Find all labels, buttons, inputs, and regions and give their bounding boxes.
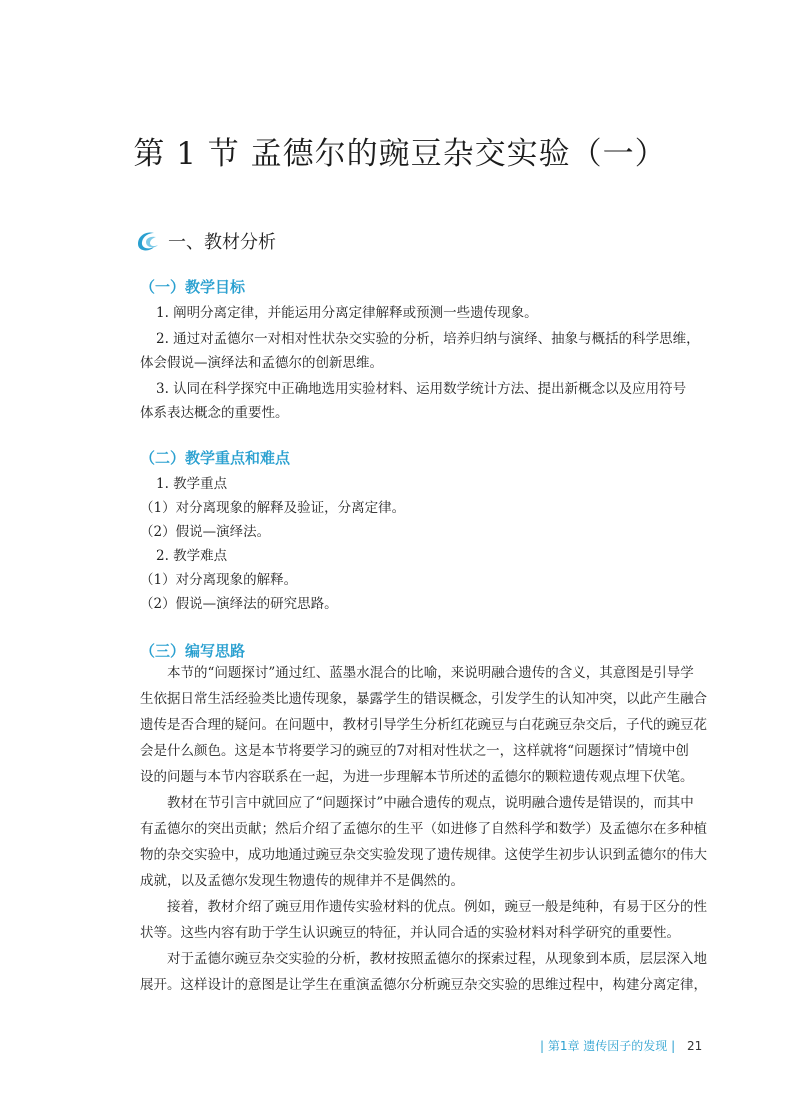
keypoints-item: （1）对分离现象的解释。 <box>140 572 298 588</box>
text-line: 设的问题与本节内容联系在一起，为进一步理解本节所述的孟德尔的颗粒遗传观点埋下伏笔。 <box>140 769 694 785</box>
text-line: 展开。这样设计的意图是让学生在重演孟德尔分析豌豆杂交实验的思维过程中，构建分离定律， <box>140 977 707 993</box>
text-line: 会是什么颜色。这是本节将要学习的豌豆的7对相对性状之一，这样就将“问题探讨”情境中创 <box>140 743 689 759</box>
keypoints-heading: （二）教学重点和难点 <box>140 449 291 467</box>
goals-item: 1. 阐明分离定律，并能运用分离定律解释或预测一些遗传现象。 <box>156 305 538 321</box>
keypoints-item: 1. 教学重点 <box>156 476 228 492</box>
keypoints-item: （2）假说—演绎法。 <box>140 524 271 540</box>
page-number: 21 <box>687 1039 703 1053</box>
text-line: 本节的“问题探讨”通过红、蓝墨水混合的比喻，来说明融合遗传的含义，其意图是引导学 <box>167 665 694 681</box>
text-line: 对于孟德尔豌豆杂交实验的分析，教材按照孟德尔的探索过程，从现象到本质，层层深入地 <box>167 951 707 967</box>
text-line: 物的杂交实验中，成功地通过豌豆杂交实验发现了遗传规律。这使学生初步认识到孟德尔的伟大 <box>140 847 707 863</box>
page-footer <box>540 1037 702 1054</box>
approach-paragraph <box>140 660 707 790</box>
text-line: 遗传是否合理的疑问。在问题中，教材引导学生分析红花豌豆与白花豌豆杂交后，子代的豌豆花 <box>140 717 707 733</box>
goals-heading: （一）教学目标 <box>140 278 246 296</box>
goals-item: 体会假说—演绎法和孟德尔的创新思维。 <box>140 355 383 371</box>
text-line: 成就，以及孟德尔发现生物遗传的规律并不是偶然的。 <box>140 873 464 889</box>
approach-paragraph <box>140 946 707 998</box>
approach-paragraph <box>140 894 707 946</box>
section-heading-label: 一、教材分析 <box>168 232 276 253</box>
page-title: 第 1 节 孟德尔的豌豆杂交实验（一） <box>133 136 667 172</box>
goals-item: 2. 通过对孟德尔一对相对性状杂交实验的分析，培养归纳与演绎、抽象与概括的科学思维， <box>156 331 700 347</box>
goals-item: 体系表达概念的重要性。 <box>140 405 289 421</box>
text-line: 教材在节引言中就回应了“问题探讨”中融合遗传的观点，说明融合遗传是错误的，而其中 <box>167 795 694 811</box>
footer-chapter: | 第1章 遗传因子的发现 | <box>540 1039 676 1053</box>
goals-item: 3. 认同在科学探究中正确地选用实验材料、运用数学统计方法、提出新概念以及应用符号 <box>156 381 687 397</box>
approach-heading: （三）编写思路 <box>140 642 246 660</box>
text-line: 状等。这些内容有助于学生认识豌豆的特征，并认同合适的实验材料对科学研究的重要性。 <box>140 925 680 941</box>
keypoints-item: 2. 教学难点 <box>156 548 228 564</box>
text-line: 接着，教材介绍了豌豆用作遗传实验材料的优点。例如，豌豆一般是纯种，有易于区分的性 <box>167 899 707 915</box>
text-line: 生依据日常生活经验类比遗传现象，暴露学生的错误概念，引发学生的认知冲突，以此产生融合 <box>140 691 707 707</box>
keypoints-item: （2）假说—演绎法的研究思路。 <box>140 596 338 612</box>
text-line: 有孟德尔的突出贡献；然后介绍了孟德尔的生平（如进修了自然科学和数学）及孟德尔在多种植 <box>140 821 707 837</box>
approach-paragraph <box>140 790 707 894</box>
swirl-icon <box>134 228 162 254</box>
keypoints-item: （1）对分离现象的解释及验证，分离定律。 <box>140 500 406 516</box>
section-heading <box>134 228 276 254</box>
